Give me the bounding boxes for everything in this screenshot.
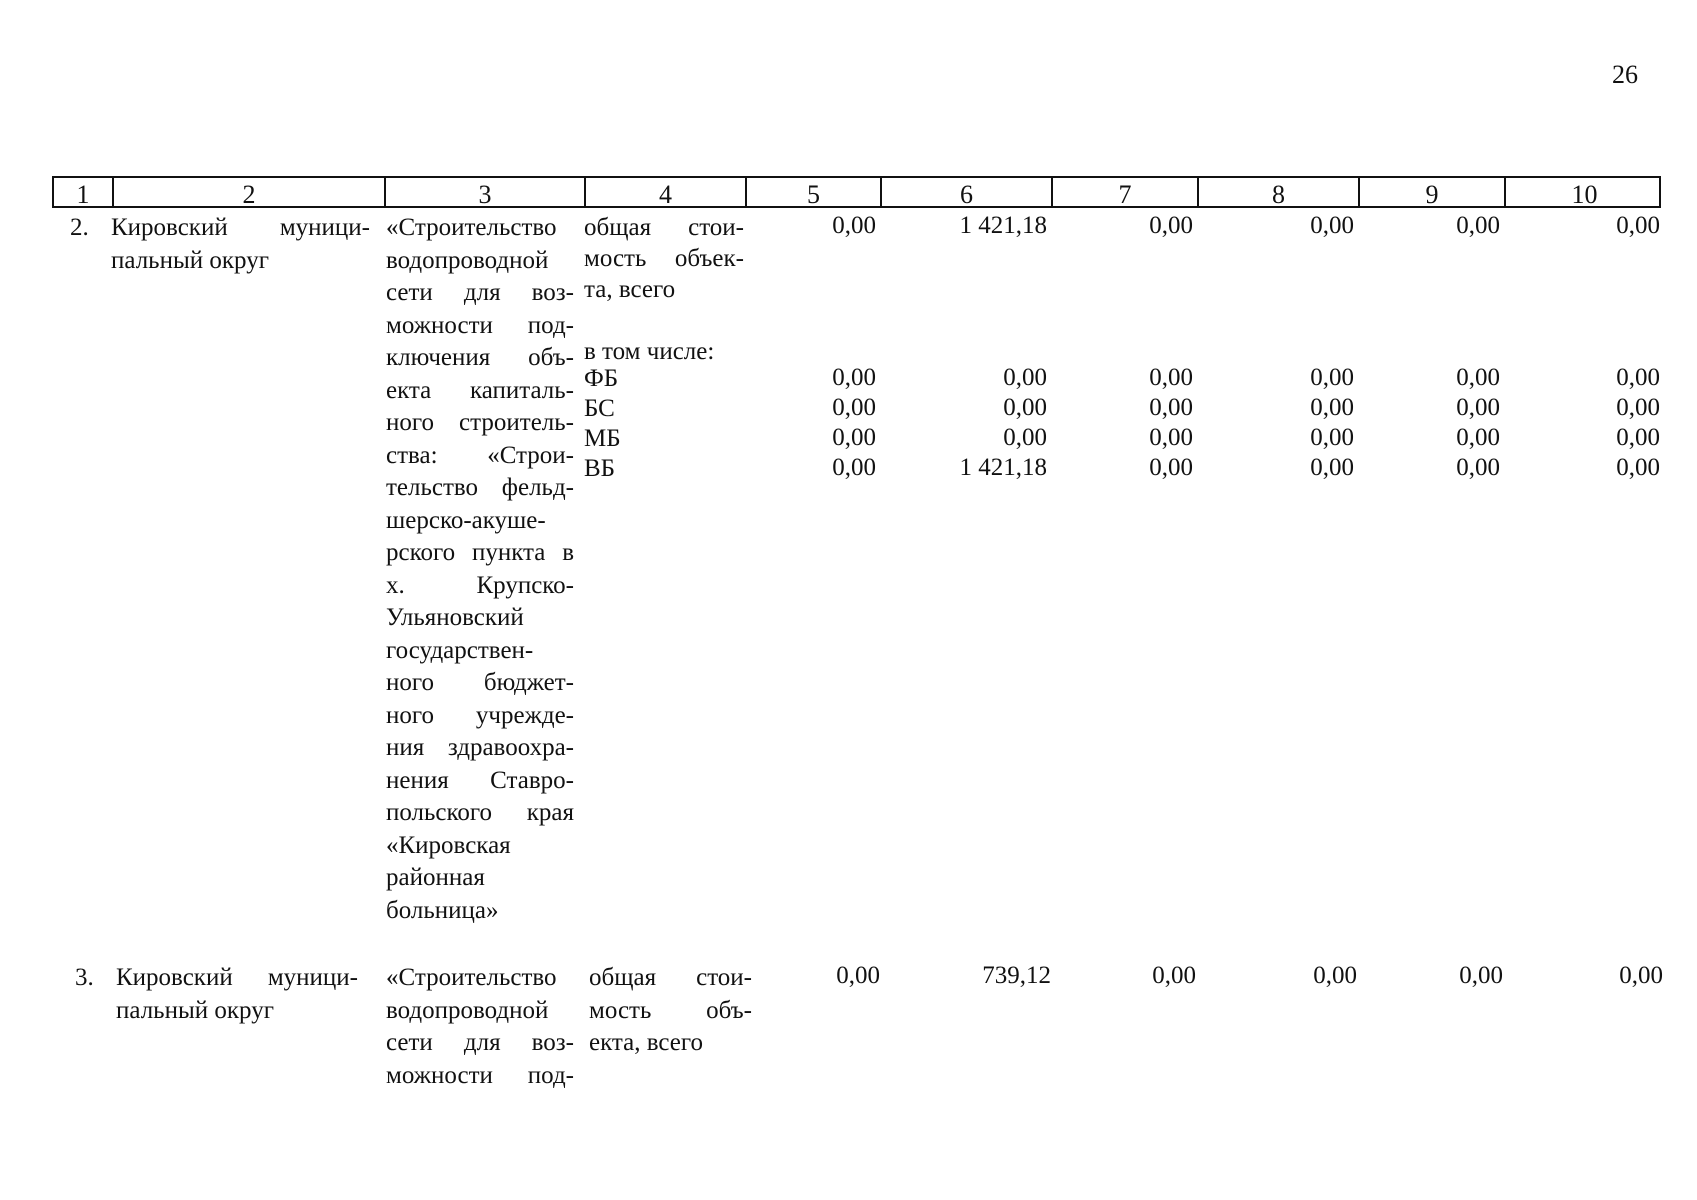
column-header-9: 9: [1358, 178, 1504, 206]
municipality-line: пальный округ: [116, 996, 274, 1024]
row-index: 3.: [75, 964, 94, 991]
value-cell: 0,00: [1149, 364, 1193, 391]
value-cell: 0,00: [1310, 454, 1354, 481]
finance-label-line: общая стои-: [589, 964, 752, 991]
municipality-name: [116, 962, 358, 1027]
object-name-line: ного учрежде-: [386, 701, 574, 729]
value-cell: 0,00: [1310, 394, 1354, 421]
object-name-line: ства: «Строи-: [386, 441, 574, 469]
finance-label: [589, 962, 752, 1060]
value-cell: 0,00: [1149, 212, 1193, 239]
object-name-line: ного строитель-: [386, 409, 574, 436]
value-cell: 0,00: [1456, 212, 1500, 239]
value-cell: 0,00: [832, 454, 876, 481]
value-cell: 0,00: [1149, 424, 1193, 451]
value-cell: 0,00: [1616, 394, 1660, 421]
source-label-vb: ВБ: [584, 455, 616, 482]
value-cell: 0,00: [832, 424, 876, 451]
object-name-line: ключения объ-: [386, 344, 574, 371]
value-cell: 0,00: [832, 364, 876, 391]
including-label: в том числе:: [584, 338, 715, 365]
object-name-line: районная: [386, 864, 485, 891]
value-cell: 0,00: [832, 212, 876, 239]
object-name-line: х. Крупско-: [386, 571, 574, 599]
value-cell: 0,00: [1616, 212, 1660, 239]
page-number: 26: [1612, 60, 1638, 89]
value-cell: 0,00: [1149, 394, 1193, 421]
value-cell: 0,00: [1003, 394, 1047, 421]
object-name-line: сети для воз-: [386, 279, 574, 306]
value-cell: 0,00: [832, 394, 876, 421]
object-name-line: нения Ставро-: [386, 766, 574, 794]
finance-label-line: мость объек-: [584, 245, 744, 272]
column-header-2: 2: [112, 178, 384, 206]
column-header-8: 8: [1197, 178, 1358, 206]
object-name-line: водопроводной: [386, 246, 549, 274]
column-header-7: 7: [1051, 178, 1197, 206]
object-name: [386, 212, 574, 927]
object-name-line: «Кировская: [386, 831, 511, 859]
object-name-line: шерско-акуше-: [386, 506, 546, 534]
object-name-line: водопроводной: [386, 996, 549, 1024]
source-label-fb: ФБ: [584, 365, 619, 392]
value-cell: 0,00: [836, 962, 880, 989]
value-cell: 0,00: [1459, 962, 1503, 989]
row-index: 2.: [70, 214, 89, 241]
object-name-line: Ульяновский: [386, 604, 524, 631]
object-name-line: ния здравоохра-: [386, 734, 574, 761]
source-label-mb: МБ: [584, 425, 621, 452]
object-name-line: польского края: [386, 799, 574, 826]
column-header-5: 5: [745, 178, 880, 206]
object-name-line: тельство фельд-: [386, 474, 574, 501]
column-header-6: 6: [880, 178, 1051, 206]
value-cell: 0,00: [1616, 454, 1660, 481]
column-number-header: [52, 176, 1661, 208]
value-cell: 0,00: [1313, 962, 1357, 989]
finance-label-line: та, всего: [584, 276, 676, 303]
value-cell: 0,00: [1310, 424, 1354, 451]
object-name-line: «Строительство: [386, 964, 557, 991]
municipality-line: Кировский муници-: [116, 964, 358, 991]
source-label-bs: БС: [584, 395, 615, 422]
object-name-line: ного бюджет-: [386, 669, 574, 696]
finance-label-line: екта, всего: [589, 1029, 704, 1056]
column-header-3: 3: [384, 178, 584, 206]
object-name-line: можности под-: [386, 311, 574, 339]
object-name-line: сети для воз-: [386, 1029, 574, 1056]
municipality-line: пальный округ: [111, 246, 269, 274]
value-cell: 1 421,18: [959, 212, 1047, 239]
column-header-1: 1: [76, 180, 90, 209]
value-cell: 0,00: [1310, 364, 1354, 391]
value-cell: 0,00: [1456, 364, 1500, 391]
value-cell: 0,00: [1003, 424, 1047, 451]
object-name-line: екта капиталь-: [386, 376, 574, 404]
object-name-line: рского пункта в: [386, 539, 574, 566]
value-cell: 0,00: [1616, 364, 1660, 391]
value-cell: 0,00: [1003, 364, 1047, 391]
column-header-4: 4: [584, 178, 745, 206]
value-cell: 0,00: [1456, 424, 1500, 451]
object-name-line: «Строительство: [386, 214, 557, 241]
value-cell: 0,00: [1149, 454, 1193, 481]
object-name-line: государствен-: [386, 636, 534, 664]
finance-label-line: мость объ-: [589, 996, 752, 1024]
value-cell: 0,00: [1456, 454, 1500, 481]
value-cell: 0,00: [1616, 424, 1660, 451]
value-cell: 0,00: [1152, 962, 1196, 989]
finance-label: [584, 212, 744, 305]
finance-label-line: общая стои-: [584, 214, 744, 241]
column-header-10: 10: [1504, 178, 1663, 206]
value-cell: 739,12: [982, 962, 1051, 989]
object-name-line: больница»: [386, 896, 499, 924]
value-cell: 0,00: [1310, 212, 1354, 239]
object-name-line: можности под-: [386, 1061, 574, 1089]
value-cell: 0,00: [1619, 962, 1663, 989]
municipality-name: [111, 212, 370, 277]
value-cell: 1 421,18: [959, 454, 1047, 481]
object-name: [386, 962, 574, 1092]
municipality-line: Кировский муници-: [111, 214, 370, 241]
value-cell: 0,00: [1456, 394, 1500, 421]
